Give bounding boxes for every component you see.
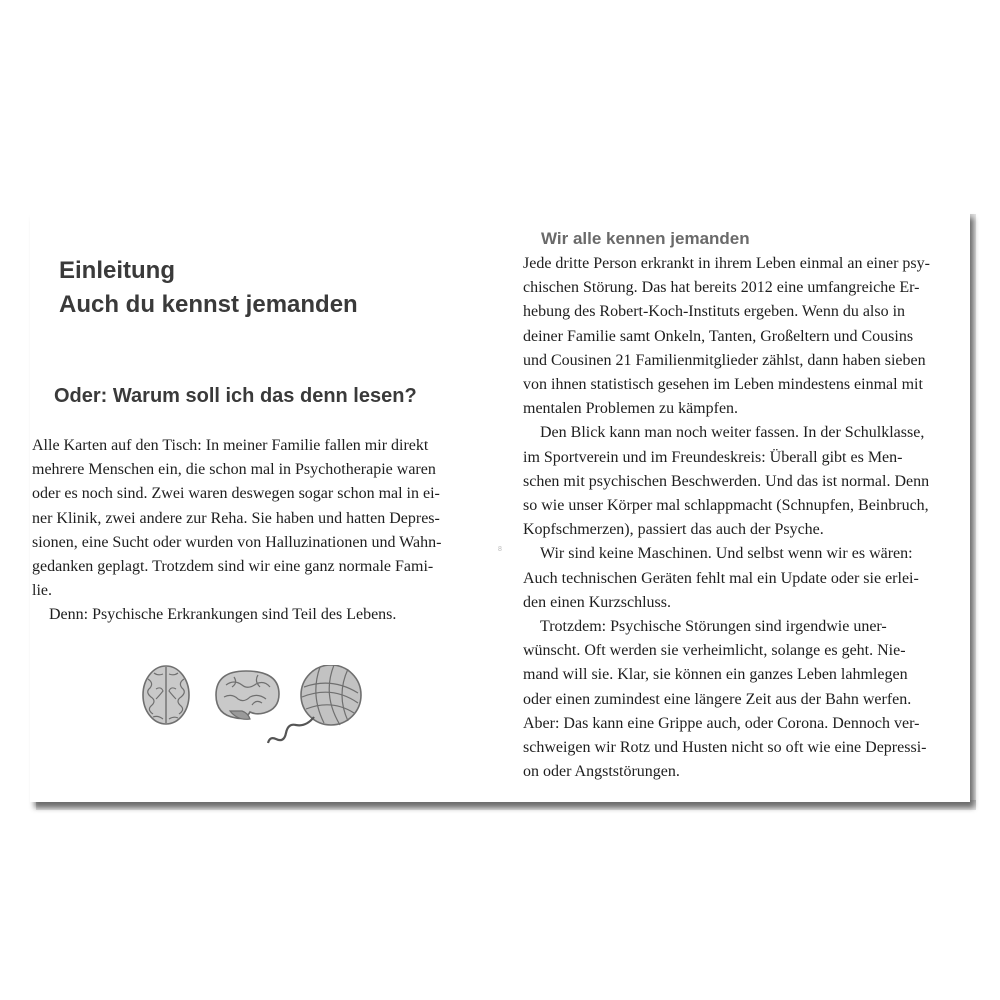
section-heading: Oder: Warum soll ich das denn lesen? xyxy=(54,385,417,407)
right-subheading: Wir alle kennen jemanden xyxy=(541,229,750,248)
text-line: von ihnen statistisch gesehen im Leben mindestens einmal mit xyxy=(523,376,923,394)
text-line: gedanken geplagt. Trotzdem sind wir eine ganz normale Fami- xyxy=(32,558,434,576)
text-line: on oder Angststörungen. xyxy=(523,763,680,781)
text-line: Wir sind keine Maschinen. Und selbst wenn wir es wären: xyxy=(540,545,913,563)
text-line: deiner Familie samt Onkeln, Tanten, Großeltern und Cousins xyxy=(523,327,914,345)
text-line: Trotzdem: Psychische Störungen sind irgendwie uner- xyxy=(540,618,887,636)
chapter-title xyxy=(59,254,358,322)
text-line: schweigen wir Rotz und Husten nicht so oft wie eine Depressi- xyxy=(523,739,927,757)
text-line: Denn: Psychische Erkrankungen sind Teil des Lebens. xyxy=(49,606,397,624)
text-line: und Cousinen 21 Familienmitglieder zählst, dann haben sieben xyxy=(523,351,926,369)
text-line: Auch technischen Geräten fehlt mal ein Update oder sie erlei- xyxy=(523,569,919,587)
text-line: sionen, eine Sucht oder wurden von Halluzinationen und Wahn- xyxy=(32,533,442,551)
text-line: Kopfschmerzen), passiert das auch der Psyche. xyxy=(523,521,824,539)
brain-side-icon xyxy=(216,671,279,719)
text-line: Alle Karten auf den Tisch: In meiner Familie fallen mir direkt xyxy=(32,437,429,454)
text-line: ner Klinik, zwei andere zur Reha. Sie haben und hatten Depres- xyxy=(32,509,440,527)
text-line: mand will sie. Klar, sie können ein ganzes Leben lahmlegen xyxy=(523,666,908,684)
text-line: chischen Störung. Das hat bereits 2012 eine umfangreiche Er- xyxy=(523,279,920,297)
right-body-text xyxy=(523,252,930,784)
text-line: oder einen zumindest eine längere Zeit aus der Bahn werfen. xyxy=(523,690,912,708)
yarn-ball-icon xyxy=(268,665,361,743)
text-line: schen mit psychischen Beschwerden. Und das ist normal. Denn xyxy=(523,472,930,490)
left-body-text xyxy=(32,434,441,628)
text-line: Aber: Das kann eine Grippe auch, oder Corona. Dennoch ver- xyxy=(523,714,920,732)
text-line: lie. xyxy=(32,582,52,600)
chapter-title-line1: Einleitung xyxy=(59,257,175,284)
text-line: den einen Kurzschluss. xyxy=(523,593,671,611)
text-line: mentalen Problemen zu kämpfen. xyxy=(523,400,739,418)
text-line: so wie unser Körper mal schlappmacht (Schnupfen, Beinbruch, xyxy=(523,497,929,515)
chapter-title-line2: Auch du kennst jemanden xyxy=(59,291,358,318)
text-line: im Sportverein und im Freundeskreis: Überall gibt es Men- xyxy=(523,448,903,466)
text-line: oder es noch sind. Zwei waren deswegen sogar schon mal in ei- xyxy=(32,485,440,503)
illustration-group xyxy=(134,665,374,750)
text-line: hebung des Robert-Koch-Instituts ergeben. Wenn du also in xyxy=(523,303,906,321)
brain-top-icon xyxy=(143,666,189,724)
page-number: 8 xyxy=(498,546,502,553)
text-line: wünscht. Oft werden sie verheimlicht, solange es geht. Nie- xyxy=(523,642,906,660)
text-line: Jede dritte Person erkrankt in ihrem Leben einmal an einer psy- xyxy=(523,255,930,272)
text-line: mehrere Menschen ein, die schon mal in Psychotherapie waren xyxy=(32,461,436,479)
text-line: Den Blick kann man noch weiter fassen. In der Schulklasse, xyxy=(540,424,925,442)
